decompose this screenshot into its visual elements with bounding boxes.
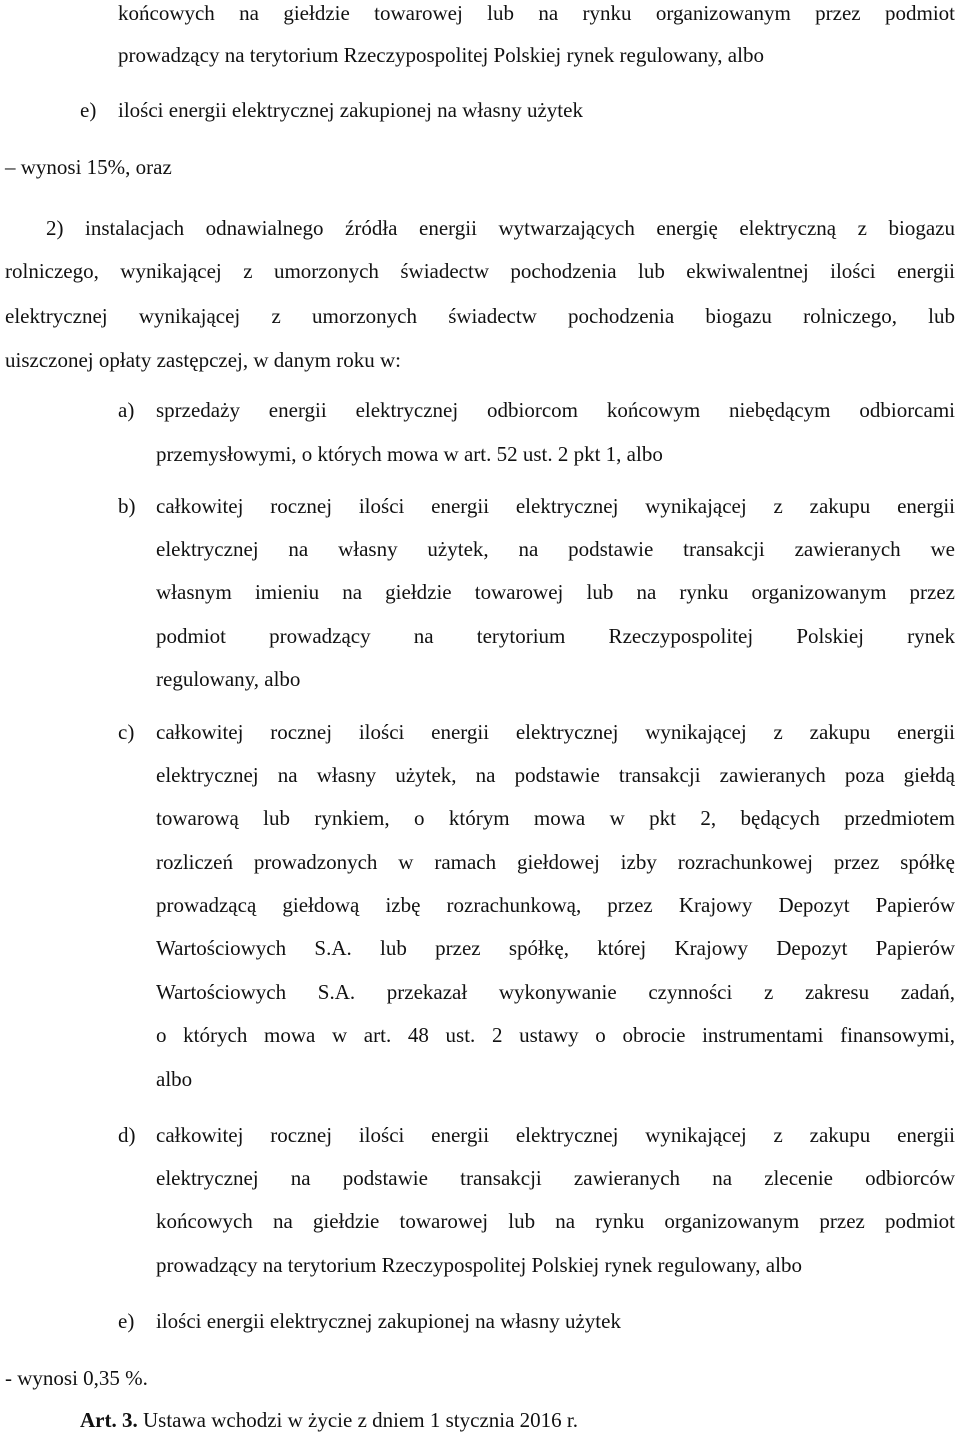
item-e-line-1: ilości energii elektrycznej zakupionej na własny użytek	[156, 1309, 621, 1333]
article-3-label: Art. 3.	[80, 1408, 138, 1432]
point2-line-3: elektrycznej wynikającej z umorzonych świadectw pochodzenia biogazu rolniczego, lub	[5, 304, 955, 328]
item-b-line-2: elektrycznej na własny użytek, na podstawie transakcji zawieranych we	[156, 537, 955, 561]
item-c-label: c)	[118, 720, 135, 744]
item-c-line-3: towarową lub rynkiem, o którym mowa w pkt 2, będących przedmiotem	[156, 806, 955, 830]
item-a-line-2: przemysłowymi, o których mowa w art. 52 ust. 2 pkt 1, albo	[156, 442, 663, 466]
item-b-line-5: regulowany, albo	[156, 667, 301, 691]
item-b-line-3: własnym imieniu na giełdzie towarowej lub na rynku organizowanym przez	[156, 580, 955, 604]
item-b-label: b)	[118, 494, 136, 518]
item-c-line-1: całkowitej rocznej ilości energii elektrycznej wynikającej z zakupu energii	[156, 720, 955, 744]
intro-item-e-label: e)	[80, 98, 97, 122]
point2-line-4: uiszczonej opłaty zastępczej, w danym roku w:	[5, 348, 401, 372]
item-a-label: a)	[118, 398, 135, 422]
point2-line-2: rolniczego, wynikającej z umorzonych świadectw pochodzenia lub ekwiwalentnej ilości energii	[5, 259, 955, 283]
item-d-line-1: całkowitej rocznej ilości energii elektrycznej wynikającej z zakupu energii	[156, 1123, 955, 1147]
item-c-line-2: elektrycznej na własny użytek, na podstawie transakcji zawieranych poza giełdą	[156, 763, 955, 787]
item-d-label: d)	[118, 1123, 136, 1147]
item-d-line-2: elektrycznej na podstawie transakcji zawieranych na zlecenie odbiorców	[156, 1166, 955, 1190]
intro-line-1: końcowych na giełdzie towarowej lub na rynku organizowanym przez podmiot	[118, 1, 955, 25]
rate-line-035: - wynosi 0,35 %.	[5, 1366, 148, 1390]
item-d-line-3: końcowych na giełdzie towarowej lub na rynku organizowanym przez podmiot	[156, 1209, 955, 1233]
item-e-label: e)	[118, 1309, 135, 1333]
intro-item-e-text: ilości energii elektrycznej zakupionej na własny użytek	[118, 98, 583, 122]
item-b-line-1: całkowitej rocznej ilości energii elektrycznej wynikającej z zakupu energii	[156, 494, 955, 518]
item-d-line-4: prowadzący na terytorium Rzeczypospolitej Polskiej rynek regulowany, albo	[156, 1253, 802, 1277]
item-c-line-4: rozliczeń prowadzonych w ramach giełdowej izby rozrachunkowej przez spółkę	[156, 850, 955, 874]
item-a-line-1: sprzedaży energii elektrycznej odbiorcom końcowym niebędącym odbiorcami	[156, 398, 955, 422]
rate-line-15: – wynosi 15%, oraz	[5, 155, 172, 179]
intro-line-2: prowadzący na terytorium Rzeczypospolitej Polskiej rynek regulowany, albo	[118, 43, 764, 67]
point2-line-1: 2) instalacjach odnawialnego źródła energii wytwarzających energię elektryczną z biogazu	[46, 216, 955, 240]
item-c-line-6: Wartościowych S.A. lub przez spółkę, której Krajowy Depozyt Papierów	[156, 936, 955, 960]
item-c-line-5: prowadzącą giełdową izbę rozrachunkową, przez Krajowy Depozyt Papierów	[156, 893, 955, 917]
article-3	[80, 1406, 578, 1434]
item-c-line-7: Wartościowych S.A. przekazał wykonywanie czynności z zakresu zadań,	[156, 980, 955, 1004]
item-b-line-4: podmiot prowadzący na terytorium Rzeczypospolitej Polskiej rynek	[156, 624, 955, 648]
article-3-text: Ustawa wchodzi w życie z dniem 1 stycznia 2016 r.	[142, 1408, 579, 1432]
item-c-line-9: albo	[156, 1067, 193, 1091]
item-c-line-8: o których mowa w art. 48 ust. 2 ustawy o obrocie instrumentami finansowymi,	[156, 1023, 955, 1047]
